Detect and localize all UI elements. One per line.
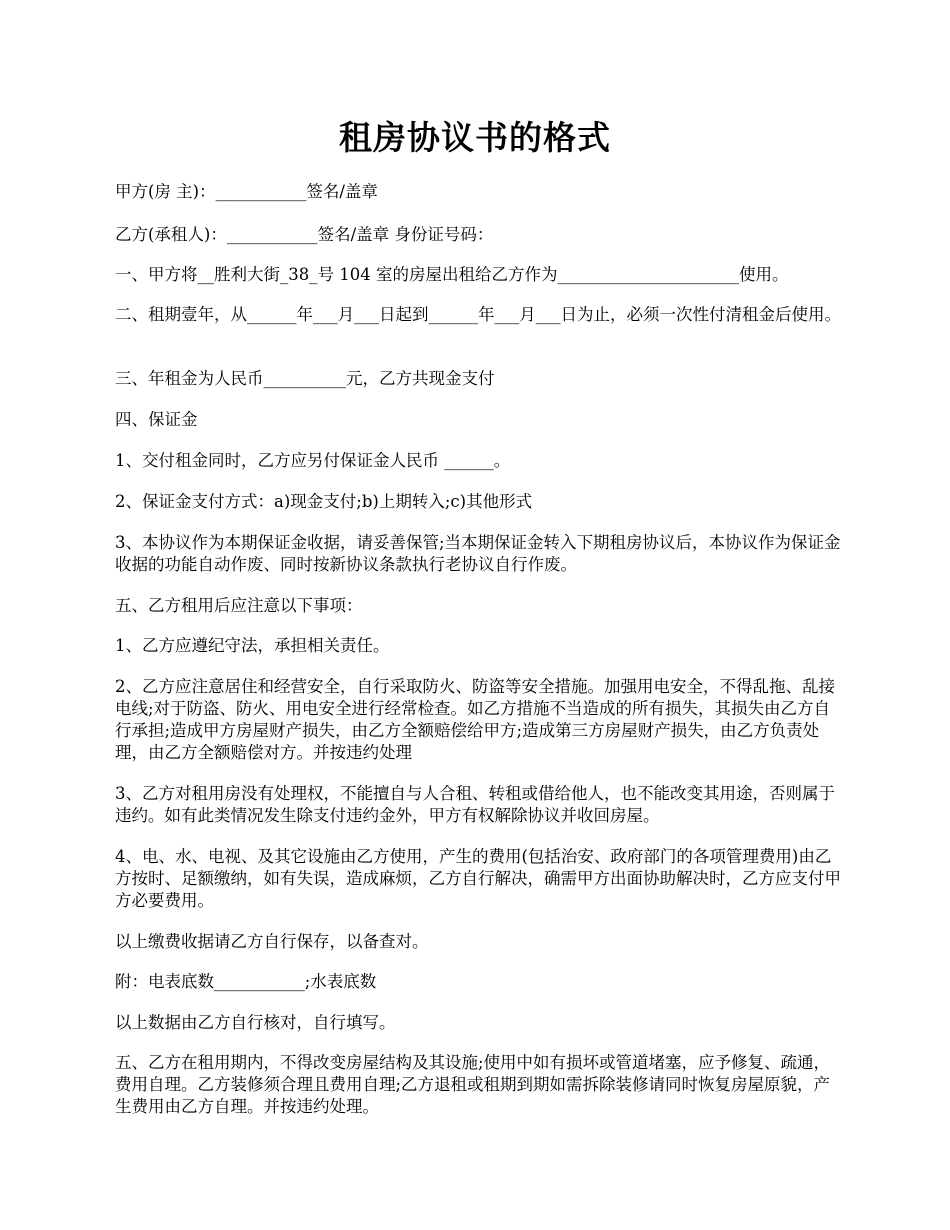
receipt-note: 以上缴费收据请乙方自行保存，以备查对。 [115,932,429,951]
document-title: 租房协议书的格式 [339,118,611,157]
deposit-item-2: 2、保证金支付方式：a)现金支付;b)上期转入;c)其他形式 [115,492,533,511]
meter-readings: 附：电表底数___________;水表底数 [115,972,377,991]
notice-item-4: 4、电、水、电视、及其它设施由乙方使用，产生的费用(包括治安、政府部门的各项管理费用)由乙方按时、足额缴纳，如有失误，造成麻烦，乙方自行解决，确需甲方出面协助解决时，乙方应支付甲方必要费用。 [115,847,841,910]
clause-3: 三、年租金为人民币__________元，乙方共现金支付 [115,369,495,388]
data-check-note: 以上数据由乙方自行核对，自行填写。 [115,1013,396,1032]
party-a-line: 甲方(房 主)：___________签名/盖章 [115,182,378,201]
clause-4-heading: 四、保证金 [115,410,198,429]
notice-item-2: 2、乙方应注意居住和经营安全，自行采取防火、防盗等安全措施。加强用电安全，不得乱拖、乱接电线;对于防盗、防火、用电安全进行经常检查。如乙方措施不当造成的所有损失，其损失由乙方自行承担;造成甲方房屋财产损失，由乙方全额赔偿给甲方;造成第三方房屋财产损失，由乙方负责处理，由乙方全额赔偿对方。并按违约处理 [115,677,835,762]
deposit-item-3: 3、本协议作为本期保证金收据，请妥善保管;当本期保证金转入下期租房协议后，本协议作为保证金收据的功能自动作废、同时按新协议条款执行老协议自行作废。 [115,533,841,574]
clause-2: 二、租期壹年，从______年___月___日起到______年___月___日为止，必须一次性付清租金后使用。 [115,305,841,324]
clause-5-heading: 五、乙方租用后应注意以下事项： [115,596,363,615]
deposit-item-1: 1、交付租金同时，乙方应另付保证金人民币 ______。 [115,451,511,470]
clause-5-repeat: 五、乙方在租用期内，不得改变房屋结构及其设施;使用中如有损坏或管道堵塞，应予修复、疏通，费用自理。乙方装修须合理且费用自理;乙方退租或租期到期如需拆除装修请同时恢复房屋原貌，产生费用由乙方自理。并按违约处理。 [115,1053,831,1116]
clause-1: 一、甲方将__胜利大街_38_号 104 室的房屋出租给乙方作为______________________使用。 [115,265,789,284]
party-b-line: 乙方(承租人)：___________签名/盖章 身份证号码： [115,225,494,244]
notice-item-3: 3、乙方对租用房没有处理权，不能擅自与人合租、转租或借给他人，也不能改变其用途，否则属于违约。如有此类情况发生除支付违约金外，甲方有权解除协议并收回房屋。 [115,784,835,825]
notice-item-1: 1、乙方应遵纪守法，承担相关责任。 [115,636,390,655]
